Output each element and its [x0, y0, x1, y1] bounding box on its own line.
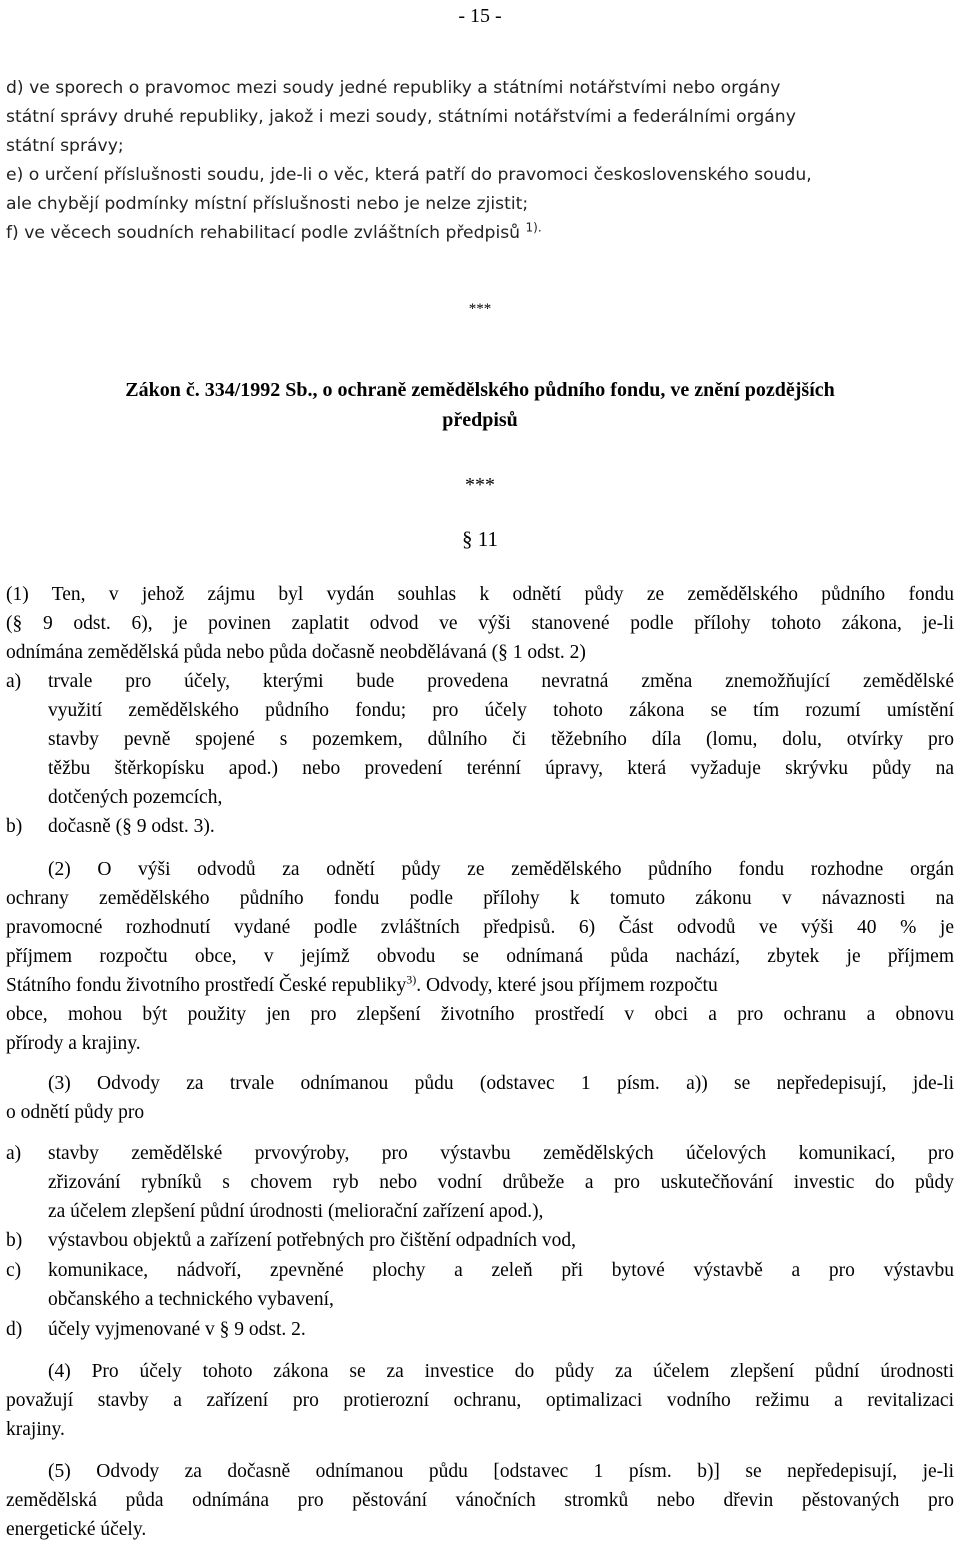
p3-item-a-label: a) — [6, 1143, 22, 1164]
p1-item-a-line-3: stavby pevně spojené s pozemkem, důlního či těžebního díla (lomu, dolu, otvírky pro — [48, 729, 954, 750]
p1-item-b-label: b) — [6, 816, 23, 837]
footnote-ref-1: 1). — [525, 220, 542, 235]
p3-item-b — [6, 1226, 954, 1255]
law-title-line-2: předpisů — [442, 409, 518, 431]
p3-item-c — [6, 1256, 954, 1314]
p3-item-a-line-3: za účelem zlepšení půdní úrodnosti (meliorační zařízení apod.), — [48, 1201, 544, 1222]
p2-line-3: pravomocné rozhodnutí vydané podle zvláštních předpisů. 6) Část odvodů ve výši 40 % je — [6, 917, 954, 938]
p2-line-5-text: Státního fondu životního prostředí České republiky — [6, 975, 407, 996]
p2-line-5-tail: . Odvody, které jsou příjmem rozpočtu — [416, 975, 718, 996]
p2-line-5 — [6, 971, 954, 1000]
p2-line-6: obce, mohou být použity jen pro zlepšení životního prostředí v obci a pro ochranu a obnovu — [6, 1004, 954, 1025]
top-line-5: ale chybějí podmínky místní příslušnosti nebo je nelze zjistit; — [6, 194, 529, 214]
p1-item-b — [6, 812, 954, 841]
separator-stars-2: *** — [465, 474, 495, 496]
top-line-6-text: f) ve věcech soudních rehabilitací podle zvláštních předpisů — [6, 223, 521, 243]
law-title-text-1: Zákon č. 334/1992 Sb., o ochraně zemědělského půdního fondu, ve znění pozdějších — [125, 379, 835, 401]
top-section — [6, 74, 954, 248]
top-line-4: e) o určení příslušnosti soudu, jde-li o věc, která patří do pravomoci československého soudu, — [6, 165, 812, 185]
p3-item-b-label: b) — [6, 1230, 23, 1251]
paragraph-5 — [6, 1457, 954, 1544]
p1-item-a-line-5: dotčených pozemcích, — [48, 787, 223, 808]
p1-line-2: (§ 9 odst. 6), je povinen zaplatit odvod ve výši stanovené podle přílohy tohoto zákona, je-li — [6, 613, 954, 634]
p3-item-d-label: d) — [6, 1319, 23, 1340]
p4-line-2: považují stavby a zařízení pro protierozní ochranu, optimalizaci vodního režimu a revitalizaci — [6, 1390, 954, 1411]
p2-line-7: přírody a krajiny. — [6, 1033, 141, 1054]
p1-item-a-label: a) — [6, 671, 22, 692]
top-line-2: státní správy druhé republiky, jakož i mezi soudy, státními notářstvími a federálními orgány — [6, 107, 796, 127]
p1-line-3: odnímána zemědělská půda nebo půda dočasně neobdělávaná (§ 1 odst. 2) — [6, 642, 586, 663]
p1-item-a-line-2: využití zemědělského půdního fondu; pro účely tohoto zákona se tím rozumí umístění — [48, 700, 954, 721]
p1-item-a — [6, 667, 954, 812]
top-line-6 — [6, 219, 954, 248]
separator-stars-1: *** — [468, 301, 492, 317]
paragraph-3 — [6, 1069, 954, 1127]
p2-line-2: ochrany zemědělského půdního fondu podle přílohy k tomuto zákonu v návaznosti na — [6, 888, 954, 909]
p3-line-1: (3) Odvody za trvale odnímanou půdu (odstavec 1 písm. a)) se nepředepisují, jde-li — [48, 1073, 954, 1094]
p1-line-1: (1) Ten, v jehož zájmu byl vydán souhlas k odnětí půdy ze zemědělského půdního fondu — [6, 584, 954, 605]
top-line-3: státní správy; — [6, 136, 124, 156]
p3-item-c-line-2: občanského a technického vybavení, — [48, 1289, 334, 1310]
p1-item-b-line-1: dočasně (§ 9 odst. 3). — [48, 816, 215, 837]
p5-line-1: (5) Odvody za dočasně odnímanou půdu [odstavec 1 písm. b)] se nepředepisují, je-li — [48, 1461, 954, 1482]
p3-item-d-line-1: účely vyjmenované v § 9 odst. 2. — [48, 1319, 306, 1340]
p1-item-a-line-1: trvale pro účely, kterými bude provedena nevratná změna znemožňující zemědělské — [48, 671, 954, 692]
p2-line-1: (2) O výši odvodů za odnětí půdy ze zemědělského půdního fondu rozhodne orgán — [48, 859, 954, 880]
p1-item-a-line-4: těžbu štěrkopísku apod.) nebo provedení terénní úpravy, která vyžaduje skrývku půdy na — [48, 758, 954, 779]
p3-item-d — [6, 1315, 954, 1344]
top-line-1: d) ve sporech o pravomoc mezi soudy jedné republiky a státními notářstvími nebo orgány — [6, 78, 781, 98]
p3-item-b-line-1: výstavbou objektů a zařízení potřebných pro čištění odpadních vod, — [48, 1230, 576, 1251]
p3-item-c-label: c) — [6, 1260, 22, 1281]
section-heading: § 11 — [462, 527, 498, 551]
p5-line-3: energetické účely. — [6, 1519, 147, 1540]
p3-item-c-line-1: komunikace, nádvoří, zpevněné plochy a zeleň při bytové výstavbě a pro výstavbu — [48, 1260, 954, 1281]
law-title-line-1 — [0, 376, 960, 405]
p3-item-a-line-2: zřizování rybníků s chovem ryb nebo vodní drůbeže a pro uskutečňování investic do půdy — [48, 1172, 954, 1193]
p4-line-3: krajiny. — [6, 1419, 65, 1440]
paragraph-1 — [6, 580, 954, 667]
paragraph-4 — [6, 1357, 954, 1444]
p3-line-2: o odnětí půdy pro — [6, 1102, 145, 1123]
p5-line-2: zemědělská půda odnímána pro pěstování vánočních stromků nebo dřevin pěstovaných pro — [6, 1490, 954, 1511]
footnote-ref-3: 3) — [406, 972, 417, 987]
p3-item-a-line-1: stavby zemědělské prvovýroby, pro výstavbu zemědělských účelových komunikací, pro — [48, 1143, 954, 1164]
p2-line-4: příjmem rozpočtu obce, v jejímž obvodu se odnímaná půda nachází, zbytek je příjmem — [6, 946, 954, 967]
paragraph-2 — [6, 855, 954, 1058]
p3-item-a — [6, 1139, 954, 1226]
p4-line-1: (4) Pro účely tohoto zákona se za investice do půdy za účelem zlepšení půdní úrodnosti — [48, 1361, 954, 1382]
page-number: - 15 - — [458, 5, 502, 27]
